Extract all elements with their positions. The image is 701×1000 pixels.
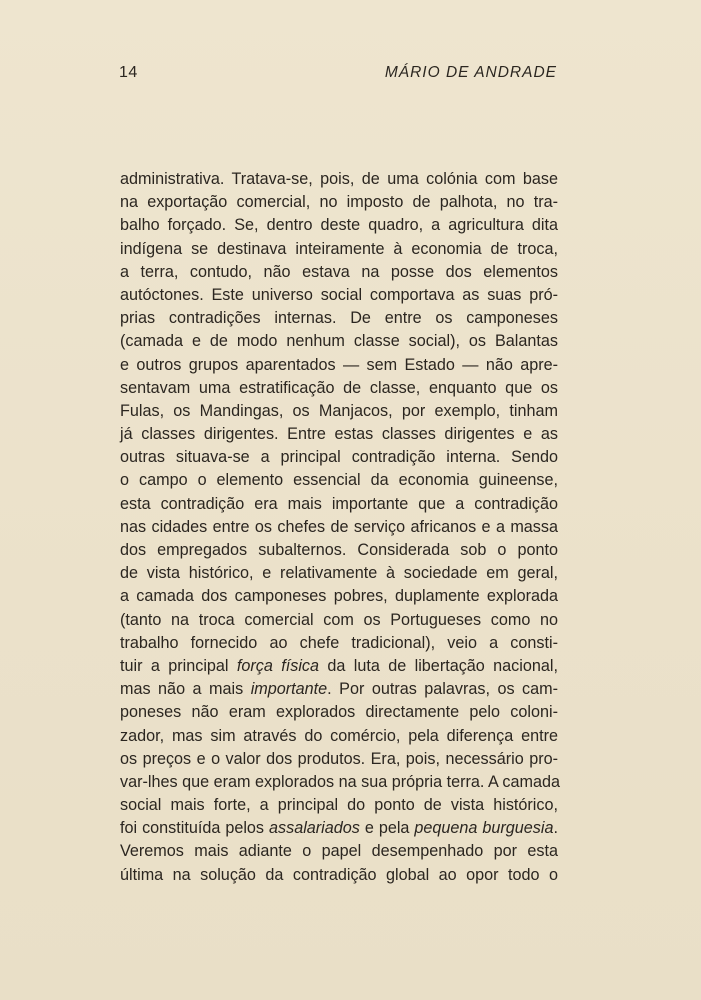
- text-segment: (tanto na troca comercial com os Portugueses como no: [120, 610, 558, 629]
- text-segment: poneses não eram explorados directamente pelo coloni-: [120, 703, 558, 722]
- text-line: [120, 609, 558, 632]
- text-line: [120, 400, 558, 423]
- text-segment: última na solução da contradição global ao opor todo o: [120, 865, 558, 884]
- text-line: [120, 191, 558, 214]
- text-line: [120, 330, 558, 353]
- text-segment: . Por outras palavras, os cam-: [327, 680, 558, 699]
- text-segment: tuir a principal: [120, 656, 237, 675]
- text-segment: social mais forte, a principal do ponto de vista histórico,: [120, 796, 558, 815]
- emphasized-text: pequena burguesia: [414, 819, 554, 838]
- text-segment: zador, mas sim através do comércio, pela diferença entre: [120, 726, 558, 745]
- text-line: [120, 469, 558, 492]
- text-line: [120, 748, 558, 771]
- text-segment: já classes dirigentes. Entre estas classes dirigentes e as: [120, 425, 558, 444]
- text-line: [120, 446, 558, 469]
- emphasized-text: importante: [250, 680, 328, 699]
- text-line: [120, 307, 558, 330]
- running-head: [119, 64, 557, 86]
- text-segment: Veremos mais adiante o papel desempenhado por esta: [120, 842, 558, 861]
- text-line: [120, 794, 558, 817]
- text-segment: de vista histórico, e relativamente à sociedade em geral,: [120, 564, 558, 583]
- running-title-author: MÁRIO DE ANDRADE: [384, 64, 557, 81]
- text-segment: var-lhes que eram explorados na sua própria terra. A camada: [120, 772, 561, 791]
- text-line: [120, 817, 558, 840]
- text-line: [120, 562, 558, 585]
- text-line: [120, 493, 558, 516]
- text-segment: Fulas, os Mandingas, os Manjacos, por exemplo, tinham: [120, 401, 558, 420]
- text-line: [120, 377, 558, 400]
- text-line: [120, 655, 558, 678]
- text-segment: e pela: [359, 819, 415, 838]
- emphasized-text: força física: [236, 656, 320, 675]
- text-segment: balho forçado. Se, dentro deste quadro, a agricultura dita: [120, 216, 558, 235]
- text-segment: mas não a mais: [120, 680, 251, 699]
- text-segment: prias contradições internas. De entre os camponeses: [120, 309, 558, 328]
- text-segment: e outros grupos aparentados — sem Estado — não apre-: [120, 355, 558, 374]
- text-line: [120, 701, 558, 724]
- page-number: 14: [119, 64, 138, 81]
- text-segment: autóctones. Este universo social comportava as suas pró-: [120, 285, 558, 304]
- text-segment: foi constituída pelos: [120, 819, 269, 838]
- text-line: [120, 771, 561, 794]
- text-line: [120, 585, 558, 608]
- text-segment: esta contradição era mais importante que a contradição: [120, 494, 558, 513]
- text-line: [120, 840, 558, 863]
- text-segment: a camada dos camponeses pobres, duplamente explorada: [120, 587, 558, 606]
- text-segment: .: [553, 819, 558, 838]
- text-line: [120, 864, 558, 887]
- text-segment: administrativa. Tratava-se, pois, de uma colónia com base: [120, 170, 558, 188]
- text-line: [120, 261, 558, 284]
- text-segment: indígena se destinava inteiramente à economia de troca,: [120, 239, 558, 258]
- text-segment: outras situava-se a principal contradição interna. Sendo: [120, 448, 558, 467]
- body-paragraph: [120, 168, 561, 887]
- text-line: [120, 214, 558, 237]
- text-line: [120, 284, 558, 307]
- text-segment: (camada e de modo nenhum classe social), os Balantas: [120, 332, 558, 351]
- text-segment: a terra, contudo, não estava na posse dos elementos: [120, 262, 558, 281]
- text-line: [120, 678, 558, 701]
- text-line: [120, 632, 558, 655]
- text-line: [120, 539, 558, 562]
- text-line: [120, 238, 558, 261]
- text-line: [120, 725, 558, 748]
- emphasized-text: assalariados: [269, 819, 360, 838]
- text-line: [120, 516, 558, 539]
- text-line: [120, 354, 558, 377]
- text-line: [120, 423, 558, 446]
- text-segment: da luta de libertação nacional,: [319, 656, 558, 675]
- text-segment: o campo o elemento essencial da economia guineense,: [120, 471, 558, 490]
- text-segment: dos empregados subalternos. Considerada sob o ponto: [120, 541, 558, 559]
- text-segment: os preços e o valor dos produtos. Era, pois, necessário pro-: [120, 749, 558, 768]
- text-line: [120, 168, 558, 191]
- text-segment: sentavam uma estratificação de classe, enquanto que os: [120, 378, 558, 397]
- text-segment: nas cidades entre os chefes de serviço africanos e a massa: [120, 517, 558, 536]
- text-segment: na exportação comercial, no imposto de palhota, no tra-: [120, 193, 558, 212]
- text-segment: trabalho fornecido ao chefe tradicional), veio a consti-: [120, 633, 558, 652]
